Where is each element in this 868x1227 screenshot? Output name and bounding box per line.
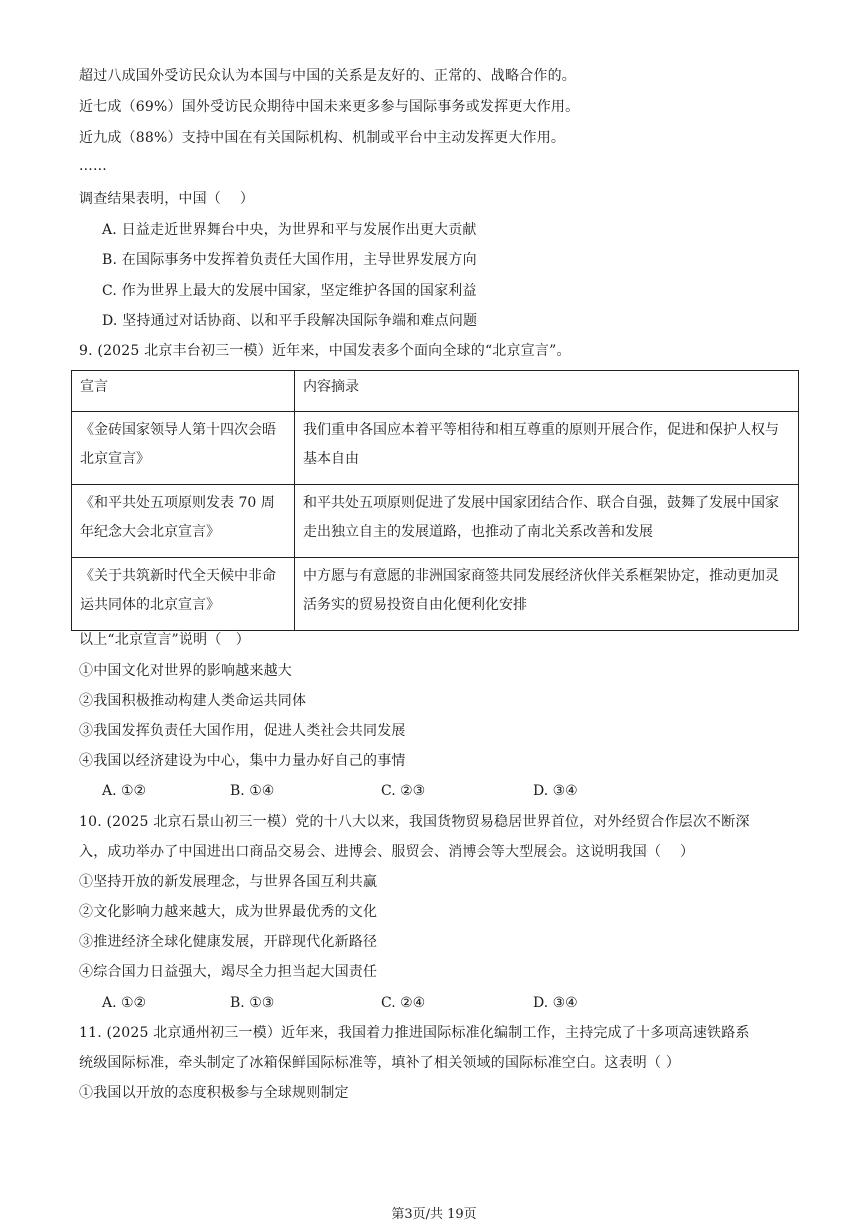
table-row <box>72 485 799 558</box>
q9-choice-a: A. ①② <box>102 783 147 799</box>
q10-choice-b: B. ①③ <box>230 995 275 1011</box>
table-cell-declaration: 《金砖国家领导人第十四次会晤北京宣言》 <box>72 412 295 485</box>
q10-item-1: ①坚持开放的新发展理念，与世界各国互利共赢 <box>79 874 378 890</box>
table-cell-excerpt: 和平共处五项原则促进了发展中国家团结合作、联合自强，鼓舞了发展中国家走出独立自主的发展道路，也推动了南北关系改善和发展 <box>295 485 799 558</box>
q10-choice-d: D. ③④ <box>533 995 578 1011</box>
q10-item-4: ④综合国力日益强大，竭尽全力担当起大国责任 <box>79 964 378 980</box>
q9-choice-d: D. ③④ <box>533 783 578 799</box>
q9-choice-b: B. ①④ <box>230 783 275 799</box>
q9-item-4: ④我国以经济建设为中心，集中力量办好自己的事情 <box>79 753 406 769</box>
table-cell-excerpt: 我们重申各国应本着平等相待和相互尊重的原则开展合作，促进和保护人权与基本自由 <box>295 412 799 485</box>
q10-choice-c: C. ②④ <box>381 995 426 1011</box>
page-number-footer: 第3页/共 19页 <box>391 1207 477 1222</box>
q8-option-a: A. 日益走近世界舞台中央，为世界和平与发展作出更大贡献 <box>102 222 477 238</box>
q9-declaration-table <box>71 370 799 631</box>
table-header-declaration: 宣言 <box>72 371 295 412</box>
q9-choices <box>102 782 622 800</box>
q9-choice-c: C. ②③ <box>381 783 426 799</box>
q10-item-3: ③推进经济全球化健康发展，开辟现代化新路径 <box>79 934 378 950</box>
intro-line-1: 超过八成国外受访民众认为本国与中国的关系是友好的、正常的、战略合作的。 <box>79 68 576 84</box>
q8-option-d: D. 坚持通过对话协商、以和平手段解决国际争端和难点问题 <box>102 313 478 329</box>
q9-stem: 9. (2025 北京丰台初三一模）近年来，中国发表多个面向全球的“北京宣言”。 <box>79 343 571 359</box>
intro-line-2: 近七成（69%）国外受访民众期待中国未来更多参与国际事务或发挥更大作用。 <box>79 99 580 115</box>
table-cell-excerpt: 中方愿与有意愿的非洲国家商签共同发展经济伙伴关系框架协定，推动更加灵活务实的贸易投资自由化便利化安排 <box>295 558 799 631</box>
table-header-row <box>72 371 799 412</box>
q11-stem-line-2: 统级国际标准，牵头制定了冰箱保鲜国际标准等，填补了相关领域的国际标准空白。这表明（ ） <box>79 1055 681 1071</box>
q11-item-1: ①我国以开放的态度积极参与全球规则制定 <box>79 1085 349 1101</box>
table-cell-declaration: 《关于共筑新时代全天候中非命运共同体的北京宣言》 <box>72 558 295 631</box>
q9-item-3: ③我国发挥负责任大国作用，促进人类社会共同发展 <box>79 723 406 739</box>
q8-stem: 调查结果表明，中国（ ） <box>79 191 255 207</box>
q8-option-c: C. 作为世界上最大的发展中国家，坚定维护各国的国家利益 <box>102 283 477 299</box>
q10-stem-line-2: 入，成功举办了中国进出口商品交易会、进博会、服贸会、消博会等大型展会。这说明我国（ ） <box>79 844 695 860</box>
table-row <box>72 412 799 485</box>
table-cell-declaration: 《和平共处五项原则发表 70 周年纪念大会北京宣言》 <box>72 485 295 558</box>
q9-after-stem: 以上“北京宣言”说明（ ） <box>79 632 250 648</box>
table-row <box>72 558 799 631</box>
q10-stem-line-1: 10. (2025 北京石景山初三一模）党的十八大以来，我国货物贸易稳居世界首位，对外经贸合作层次不断深 <box>79 814 750 830</box>
table-header-excerpt: 内容摘录 <box>295 371 799 412</box>
q10-choices <box>102 994 622 1012</box>
q8-option-b: B. 在国际事务中发挥着负责任大国作用，主导世界发展方向 <box>102 252 477 268</box>
q11-stem-line-1: 11. (2025 北京通州初三一模）近年来，我国着力推进国际标准化编制工作，主持完成了十多项高速铁路系 <box>79 1025 750 1041</box>
q9-item-1: ①中国文化对世界的影响越来越大 <box>79 663 292 679</box>
q10-choice-a: A. ①② <box>102 995 147 1011</box>
q9-item-2: ②我国积极推动构建人类命运共同体 <box>79 693 307 709</box>
intro-line-3: 近九成（88%）支持中国在有关国际机构、机制或平台中主动发挥更大作用。 <box>79 130 566 146</box>
q10-item-2: ②文化影响力越来越大，成为世界最优秀的文化 <box>79 904 378 920</box>
intro-ellipsis: ...... <box>79 158 107 174</box>
